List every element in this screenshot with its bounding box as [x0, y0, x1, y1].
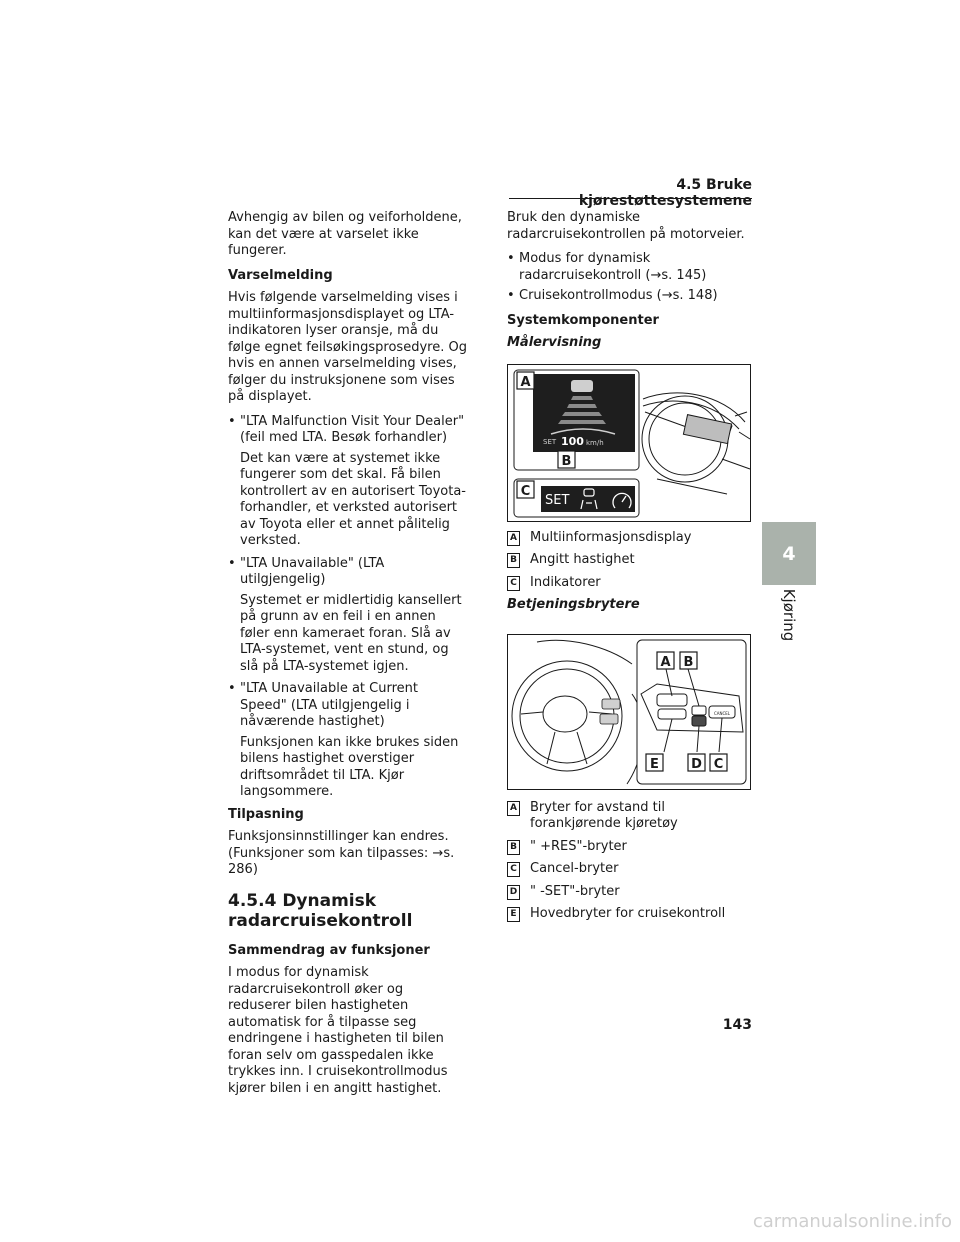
legend1-text-a: Multiinformasjonsdisplay [530, 529, 692, 545]
heading-varselmelding: Varselmelding [228, 267, 333, 283]
legend2-key-e: E [507, 907, 520, 922]
callout2-a: A [660, 654, 671, 670]
bullet-lta-malfunction-detail: Det kan være at systemet ikke fungerer som det skal. Få bilen kontrollert av en autorisert Toyota-forhandler, et verksted autorisert av Toyota eller et annet pålitelig verksted. [240, 450, 466, 548]
cancel-switch-label: CANCEL [713, 710, 731, 716]
switches-figure [507, 634, 751, 790]
legend2-row-d [507, 884, 753, 901]
legend1-text-c: Indikatorer [530, 574, 601, 590]
heading-tilpasning: Tilpasning [228, 806, 304, 822]
legend1-row-a [507, 530, 753, 547]
heading-betjeningsbrytere: Betjeningsbrytere [507, 597, 640, 612]
legend2-key-b: B [507, 840, 520, 855]
legend1-text-b: Angitt hastighet [530, 552, 635, 567]
callout-a: A [520, 374, 531, 390]
page-number: 143 [722, 1017, 752, 1033]
header-rule [509, 198, 752, 199]
legend2-row-b [507, 839, 753, 856]
legend1-row-b [507, 552, 753, 569]
legend2-text-c: Cancel-bryter [530, 861, 619, 876]
bullet-lta-malfunction: • "LTA Malfunction Visit Your Dealer" (feil med LTA. Besøk forhandler) [228, 414, 468, 447]
chapter-number: 4 [782, 543, 796, 565]
heading-sammendrag: Sammendrag av funksjoner [228, 942, 430, 958]
legend1-key-a: A [507, 531, 520, 546]
legend2-text-e: Hovedbryter for cruisekontroll [530, 906, 726, 921]
heading-malervisning: Målervisning [507, 335, 602, 350]
heading-systemkomponenter: Systemkomponenter [507, 312, 659, 328]
callout2-b: B [683, 654, 694, 670]
left-column [228, 210, 468, 1105]
callout2-d: D [691, 756, 702, 772]
legend2-row-a [507, 800, 753, 833]
legend2-row-c [507, 861, 753, 878]
legend1-row-c [507, 575, 753, 592]
bullet-cruise-mode: • Cruisekontrollmodus (→s. 148) [507, 288, 753, 305]
right-intro: Bruk den dynamiske radarcruisekontrollen på motorveier. [507, 210, 745, 242]
legend2-key-c: C [507, 862, 520, 877]
legend2-key-a: A [507, 801, 520, 816]
callout2-e: E [650, 756, 659, 772]
display-speed-unit: km/h [586, 438, 604, 447]
bullet-dynamic-mode: • Modus for dynamisk radarcruisekontroll (→s. 145) [507, 251, 753, 284]
callout2-c: C [713, 756, 724, 772]
legend2-text-a: Bryter for avstand til forankjørende kjøretøy [530, 799, 678, 831]
bullet-lta-speed-detail: Funksjonen kan ikke brukes siden bilens hastighet overstiger driftsområdet til LTA. Kjør langsommere. [240, 734, 459, 799]
legend1-key-b: B [507, 553, 520, 568]
varsel-paragraph: Hvis følgende varselmelding vises i multiinformasjonsdisplayet og LTA-indikatoren lyser oransje, må du følge egnet feilsøkingsprosedyre. Og hvis en annen varselmelding vises, følger du instruksjonene som vises på displayet. [228, 290, 467, 404]
display-speed-value: 100 [561, 434, 584, 448]
section-header: 4.5 Bruke kjørestøttesystemene [578, 177, 752, 209]
legend2-row-e [507, 906, 753, 923]
watermark: carmanualsonline.info [752, 1211, 952, 1232]
meter-display-figure [507, 364, 751, 522]
bullet-lta-speed: • "LTA Unavailable at Current Speed" (LTA utilgjengelig i nåværende hastighet) [228, 681, 468, 731]
legend2-text-b: " +RES"-bryter [530, 838, 627, 854]
legend1-key-c: C [507, 576, 520, 591]
bullet-lta-unavailable: • "LTA Unavailable" (LTA utilgjengelig) [228, 556, 468, 589]
legend2-key-d: D [507, 885, 520, 900]
tilpasning-paragraph: Funksjonsinnstillinger kan endres. (Funksjoner som kan tilpasses: →s. 286) [228, 829, 455, 877]
intro-paragraph: Avhengig av bilen og veiforholdene, kan det være at varselet ikke fungerer. [228, 210, 462, 258]
right-column [507, 210, 753, 929]
chapter-label: Kjøring [780, 588, 798, 642]
legend2-text-d: " -SET"-bryter [530, 883, 620, 899]
indicator-set-text: SET [545, 492, 570, 508]
bullet-lta-unavailable-detail: Systemet er midlertidig kansellert på grunn av en feil i en annen føler enn kameraet foran. Slå av LTA-systemet, vent en stund, og slå på LTA-systemet igjen. [240, 592, 462, 674]
section-heading: 4.5.4 Dynamisk radarcruisekontroll [228, 890, 413, 931]
display-set-text: SET [543, 437, 557, 446]
callout-b: B [561, 453, 572, 469]
callout-c: C [520, 483, 531, 499]
sammendrag-paragraph: I modus for dynamisk radarcruisekontroll øker og reduserer bilen hastigheten automatisk for å tilpasse seg endringene i hastigheten til bilen foran selv om gasspedalen ikke trykkes inn. I cruisekontrollmodus kjører bilen i en angitt hastighet. [228, 965, 448, 1096]
